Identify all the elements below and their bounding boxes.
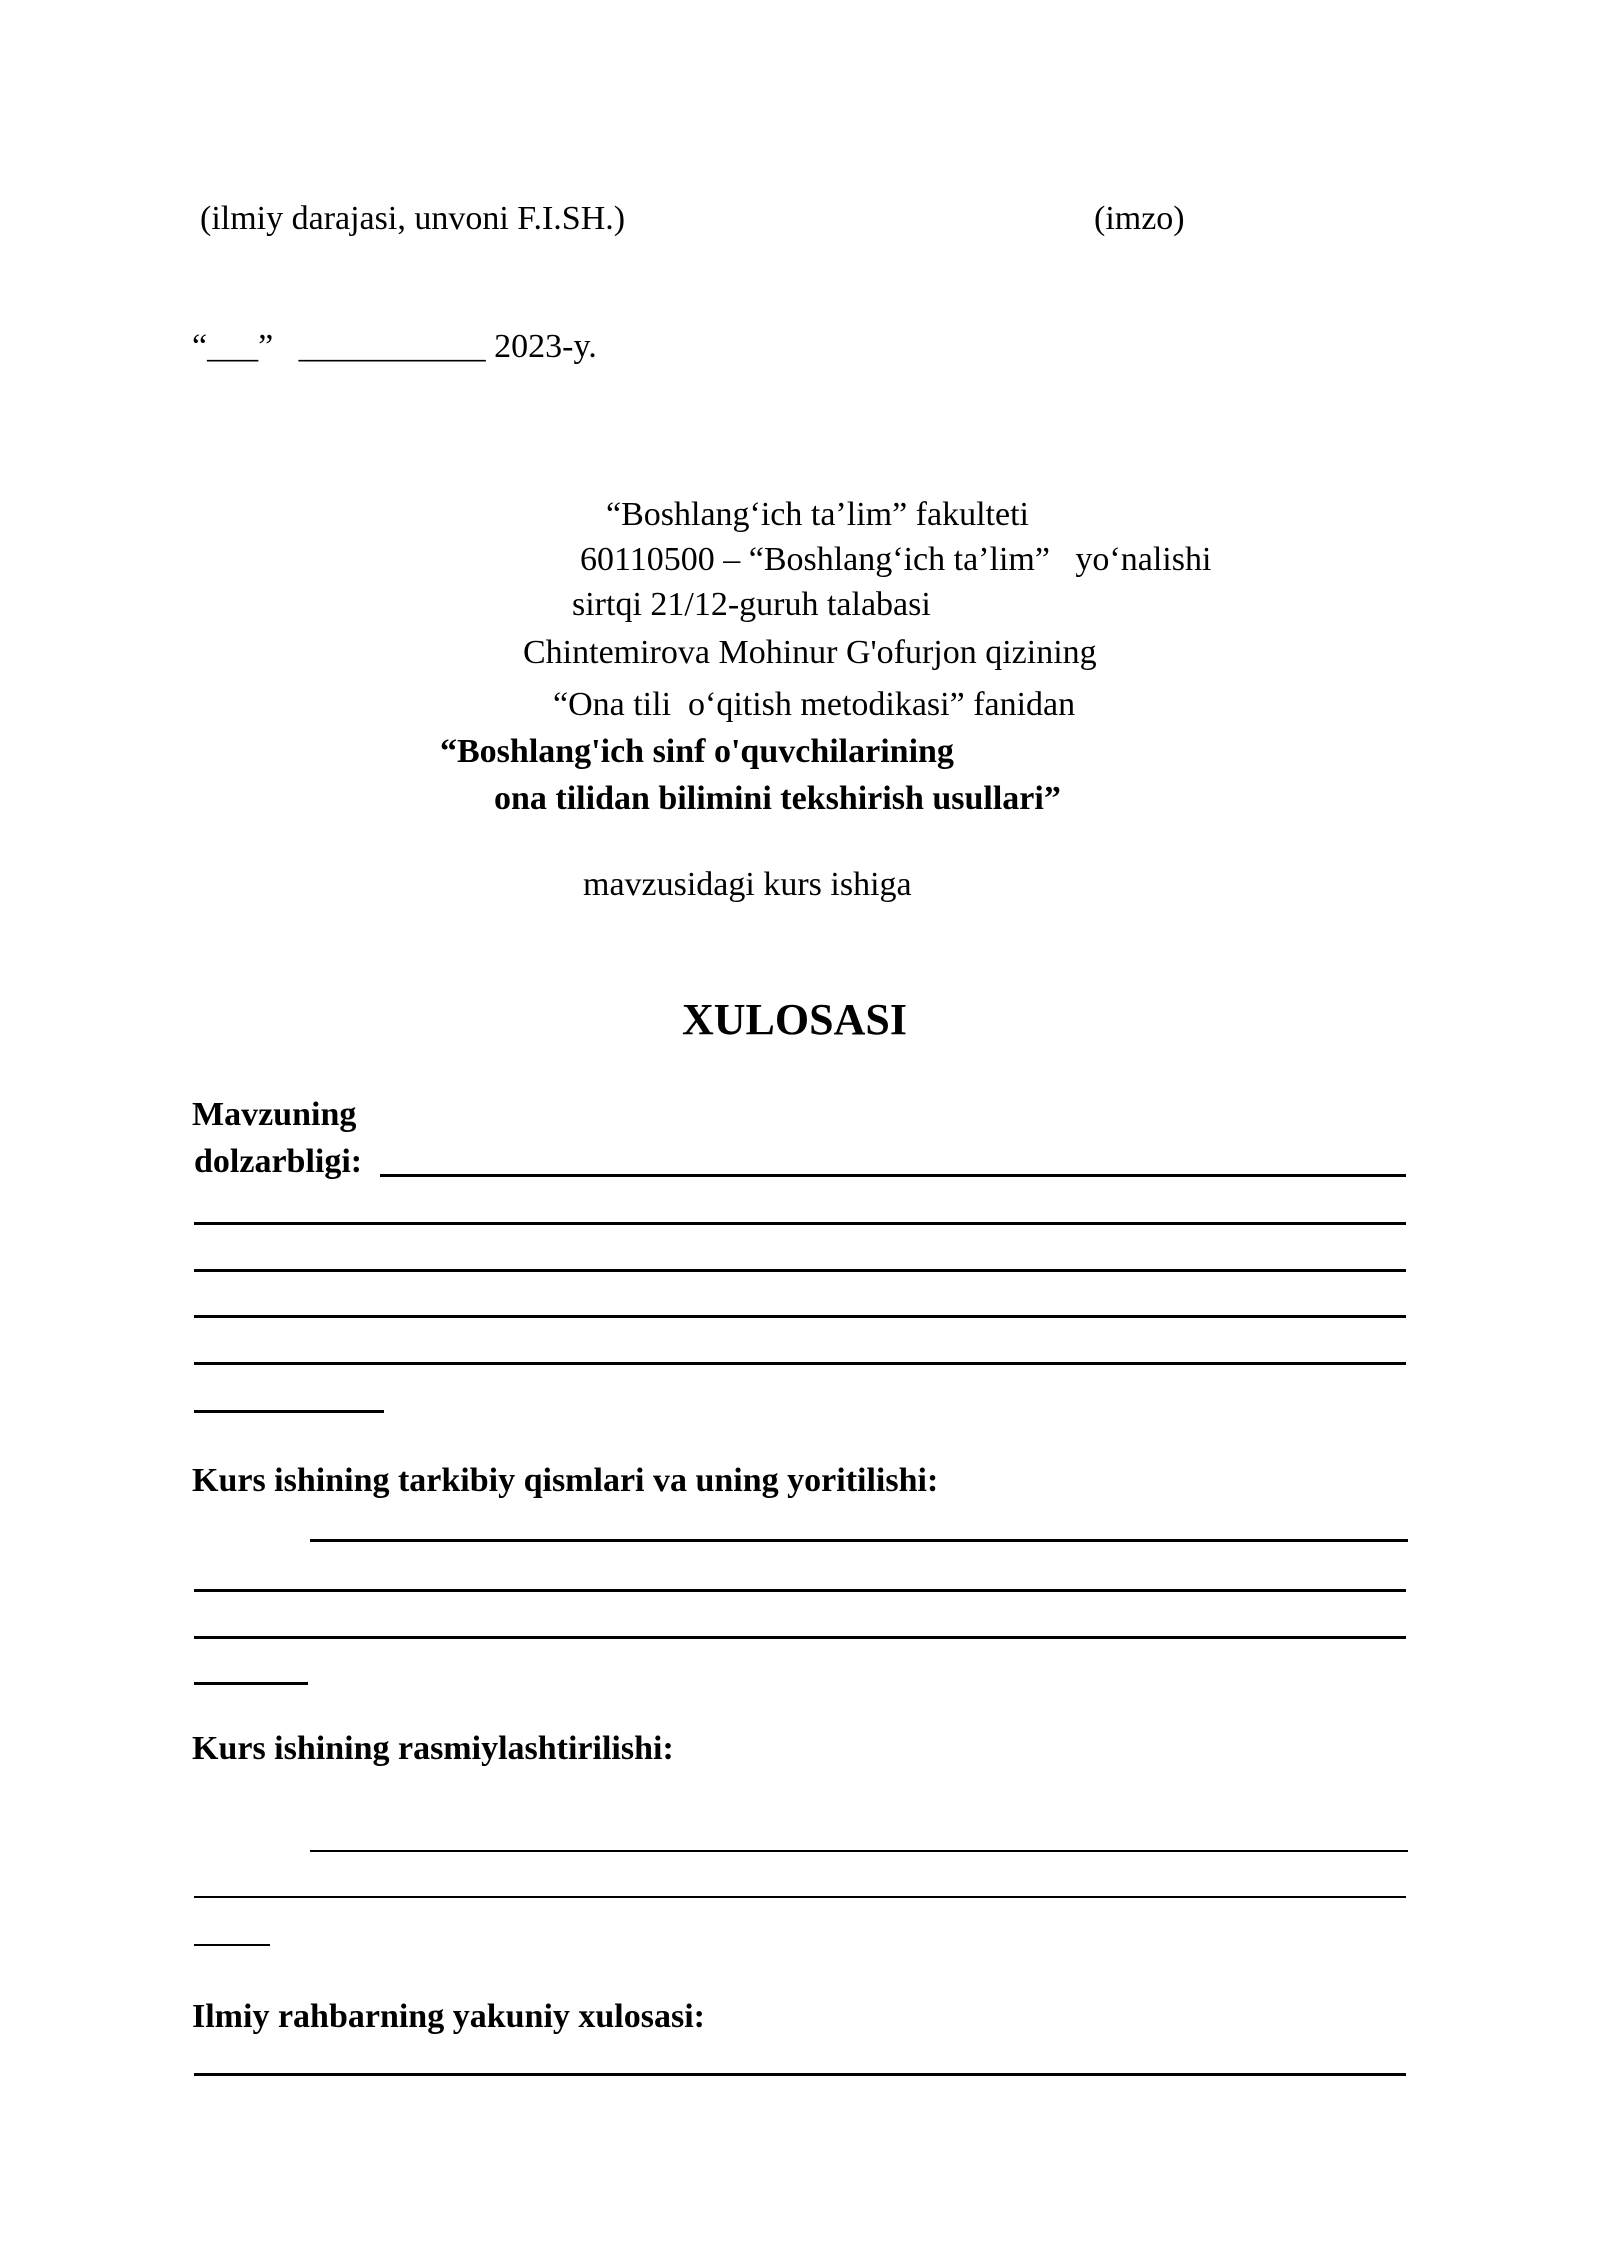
- relevance-fill-line: [380, 1174, 1406, 1177]
- conclusion-fill-line: [194, 2073, 1406, 2076]
- page-title: XULOSASI: [682, 995, 907, 1044]
- topic-suffix: mavzusidagi kurs ishiga: [583, 866, 912, 903]
- date-line: “___” ___________ 2023-y.: [192, 328, 597, 365]
- topic-line-1: “Boshlang'ich sinf o'quvchilarining: [440, 733, 954, 770]
- degree-label: (ilmiy darajasi, unvoni F.I.SH.): [200, 200, 626, 237]
- direction-line: 60110500 – “Boshlang‘ich ta’lim” yo‘nalishi: [580, 541, 1212, 578]
- structure-fill-line: [194, 1682, 308, 1685]
- formatting-label: Kurs ishining rasmiylashtirilishi:: [192, 1730, 674, 1767]
- relevance-label-1: Mavzuning: [192, 1096, 357, 1133]
- relevance-label-2: dolzarbligi:: [194, 1143, 363, 1180]
- structure-fill-line: [310, 1539, 1408, 1542]
- structure-fill-line: [194, 1589, 1406, 1592]
- faculty-line: “Boshlang‘ich ta’lim” fakulteti: [606, 496, 1029, 533]
- formatting-fill-line: [194, 1944, 270, 1946]
- conclusion-label: Ilmiy rahbarning yakuniy xulosasi:: [192, 1998, 705, 2035]
- relevance-fill-line: [194, 1315, 1406, 1318]
- structure-fill-line: [194, 1636, 1406, 1639]
- signature-label: (imzo): [1094, 200, 1185, 237]
- student-name: Chintemirova Mohinur G'ofurjon qizining: [523, 634, 1097, 671]
- relevance-fill-line: [194, 1362, 1406, 1365]
- formatting-fill-line: [310, 1850, 1408, 1852]
- formatting-fill-line: [194, 1896, 1406, 1898]
- relevance-fill-line: [194, 1410, 384, 1413]
- structure-label: Kurs ishining tarkibiy qismlari va uning yoritilishi:: [192, 1462, 939, 1499]
- group-line: sirtqi 21/12-guruh talabasi: [572, 586, 931, 623]
- relevance-fill-line: [194, 1269, 1406, 1272]
- relevance-fill-line: [194, 1222, 1406, 1225]
- subject-line: “Ona tili o‘qitish metodikasi” fanidan: [553, 686, 1076, 723]
- topic-line-2: ona tilidan bilimini tekshirish usullari”: [494, 780, 1061, 817]
